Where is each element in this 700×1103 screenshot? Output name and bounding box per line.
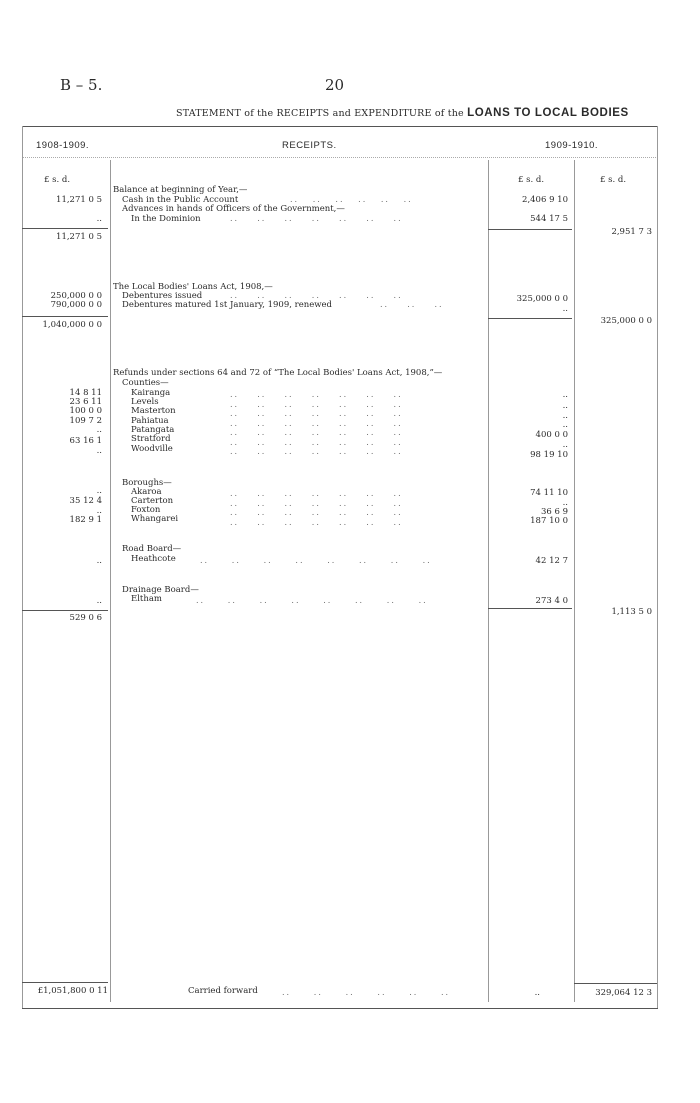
col-divider-3 (574, 160, 575, 1002)
footer-left-rule (22, 982, 108, 983)
carried-forward-label: Carried forward (188, 986, 258, 996)
borough-mid: 74 11 10 (530, 488, 568, 498)
lsd-head-mid: £ s. d. (518, 175, 545, 185)
title-main: LOANS TO LOCAL BODIES (467, 107, 629, 119)
section1-heading: Balance at beginning of Year,— (113, 185, 248, 195)
col-head-right-year: 1909-1910. (545, 140, 599, 151)
section3-heading: Refunds under sections 64 and 72 of “The Local Bodies' Loans Act, 1908,”— (113, 368, 443, 378)
section2-heading: The Local Bodies' Loans Act, 1908,— (113, 282, 273, 292)
drainage-board-name: Eltham (131, 594, 162, 604)
footer-right-total: 329,064 12 3 (595, 988, 652, 998)
lsd-head-left: £ s. d. (44, 175, 71, 185)
county-mid: .. (562, 420, 568, 430)
borough-name: Foxton (131, 505, 161, 515)
county-name: Patangata (131, 425, 175, 435)
borough-mid: 36 6 9 (540, 507, 568, 517)
s2-left-total: 1,040,000 0 0 (42, 320, 102, 330)
col-head-left-year: 1908-1909. (36, 140, 90, 151)
section2-item1: Debentures issued (122, 291, 203, 301)
county-left: 63 16 1 (69, 436, 102, 446)
s2-mid-2: .. (562, 304, 568, 314)
s2-mid-rule (488, 318, 572, 319)
county-mid: .. (562, 401, 568, 411)
road-board-mid: 42 12 7 (535, 556, 568, 566)
borough-name: Whangarei (131, 514, 179, 524)
footer-left-total: £1,051,800 0 11 (37, 986, 108, 996)
county-name: Levels (131, 397, 159, 407)
borough-name: Akaroa (131, 487, 162, 497)
s1-mid-1: 2,406 9 10 (522, 195, 568, 205)
county-left: 100 0 0 (69, 406, 102, 416)
road-board-label: Road Board— (122, 544, 182, 554)
borough-mid: .. (562, 498, 568, 508)
county-name: Pahiatua (131, 416, 169, 426)
borough-mid: 187 10 0 (530, 516, 568, 526)
frame-left (22, 126, 23, 1008)
borough-left: .. (96, 506, 102, 516)
s3-left-total: 529 0 6 (69, 613, 102, 623)
road-board-name: Heathcote (131, 554, 176, 564)
borough-name: Carterton (131, 496, 174, 506)
page-number: 20 (325, 76, 345, 94)
drainage-board-left: .. (96, 596, 102, 606)
county-name: Masterton (131, 406, 176, 416)
s1-left-2: .. (96, 214, 102, 224)
borough-left: 182 9 1 (69, 515, 102, 525)
s2-mid-1: 325,000 0 0 (516, 294, 568, 304)
s1-mid-2: 544 17 5 (530, 214, 568, 224)
county-left: 14 8 11 (69, 388, 102, 398)
s1-right-total: 2,951 7 3 (611, 227, 652, 237)
s3-right-total: 1,113 5 0 (611, 607, 652, 617)
s1-left-total: 11,271 0 5 (56, 232, 102, 242)
county-mid: .. (562, 440, 568, 450)
footer-right-rule (574, 983, 657, 984)
borough-left: .. (96, 486, 102, 496)
borough-left: 35 12 4 (69, 496, 102, 506)
statement-title (176, 107, 629, 119)
counties-label: Counties— (122, 378, 169, 388)
county-mid: 98 19 10 (530, 450, 568, 460)
col-divider-2 (488, 160, 489, 1002)
table-top-rule (22, 126, 658, 127)
leader-dots: .. .. .. .. .. .. .. .. .. .. .. .. .. .. .. .. .. .. .. .. .. .. .. .. .. .. .. .. (230, 489, 403, 527)
road-board-left: .. (96, 556, 102, 566)
s2-left-2: 790,000 0 0 (50, 300, 102, 310)
section1-item3: In the Dominion (131, 214, 201, 224)
county-mid: .. (562, 390, 568, 400)
header-rule (22, 157, 658, 158)
leader-dots: .. .. .. .. .. .. (290, 195, 413, 204)
section1-item2: Advances in hands of Officers of the Government,— (122, 204, 345, 214)
s2-right-total: 325,000 0 0 (600, 316, 652, 326)
county-left: 109 7 2 (69, 416, 102, 426)
drainage-board-label: Drainage Board— (122, 585, 199, 595)
county-left: 23 6 11 (69, 397, 102, 407)
s2-left-rule (22, 316, 108, 317)
section1-item1: Cash in the Public Account (122, 195, 239, 205)
leader-dots: .. .. .. .. .. .. .. (230, 214, 403, 223)
s3-mid-rule (488, 608, 572, 609)
county-name: Kairanga (131, 388, 171, 398)
page-code: B – 5. (60, 76, 103, 94)
frame-right (657, 126, 658, 1008)
s1-left-rule (22, 228, 108, 229)
drainage-board-mid: 273 4 0 (535, 596, 568, 606)
county-mid: 400 0 0 (535, 430, 568, 440)
footer-mid: .. (534, 988, 540, 998)
leader-dots: .. .. .. (380, 300, 444, 309)
s1-left-1: 11,271 0 5 (56, 195, 102, 205)
title-prefix: STATEMENT of the RECEIPTS and EXPENDITURE of the (176, 108, 464, 119)
county-mid: .. (562, 411, 568, 421)
county-name: Stratford (131, 434, 171, 444)
leader-dots: .. .. .. .. .. .. .. (230, 291, 403, 300)
county-left: .. (96, 446, 102, 456)
s1-mid-rule (488, 229, 572, 230)
col-head-receipts: RECEIPTS. (282, 140, 337, 151)
boroughs-label: Boroughs— (122, 478, 172, 488)
leader-dots: .. .. .. .. .. .. .. .. (200, 556, 432, 565)
leader-dots: .. .. .. .. .. .. .. .. .. .. .. .. .. .. .. .. .. .. .. .. .. .. .. .. .. .. .. .. .. .. .. .. .. .. .. .. .. .. .. .. .. .. .. .. .. .. .. .. .. (230, 390, 403, 456)
county-name: Woodville (131, 444, 173, 454)
leader-dots: .. .. .. .. .. .. (282, 988, 451, 997)
col-divider-1 (110, 160, 111, 1002)
section2-item2: Debentures matured 1st January, 1909, renewed (122, 300, 332, 310)
s3-left-rule (22, 610, 108, 611)
leader-dots: .. .. .. .. .. .. .. .. (196, 596, 428, 605)
table-bottom-rule (22, 1008, 658, 1009)
lsd-head-right: £ s. d. (600, 175, 627, 185)
county-left: .. (96, 425, 102, 435)
s2-left-1: 250,000 0 0 (50, 291, 102, 301)
